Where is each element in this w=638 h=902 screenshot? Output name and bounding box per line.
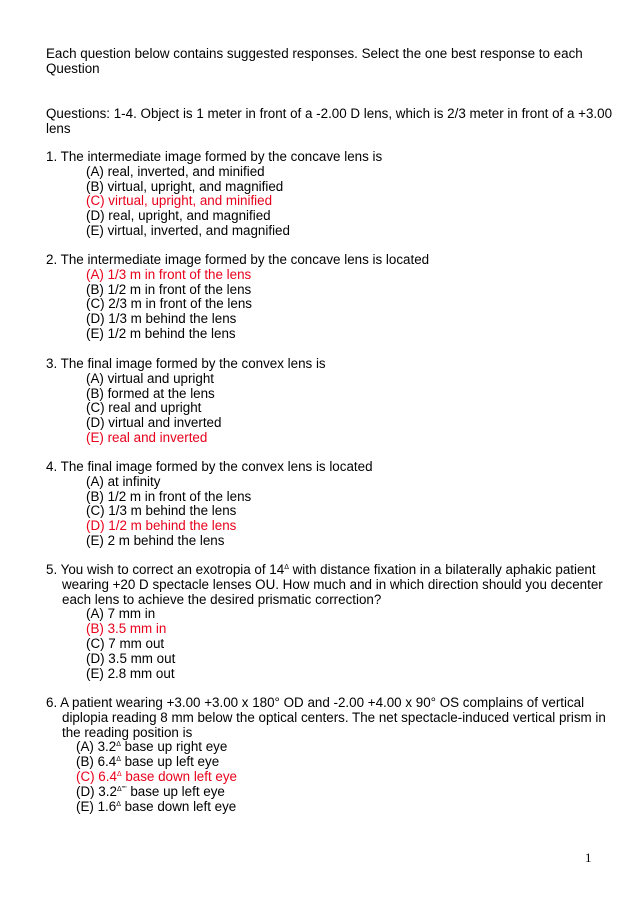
question-4 bbox=[46, 460, 373, 549]
option-text: (C) 2/3 m in front of the lens bbox=[86, 296, 252, 312]
option-item bbox=[46, 268, 429, 283]
option-text: (D) real, upright, and magnified bbox=[86, 208, 271, 224]
option-text-tail: base up left eye bbox=[126, 783, 225, 799]
instructions bbox=[46, 46, 583, 76]
question-2 bbox=[46, 253, 429, 342]
option-text: (A) 3.2 bbox=[76, 739, 117, 755]
question-6-stem-line-3: the reading position is bbox=[62, 724, 193, 740]
option-item bbox=[46, 180, 382, 195]
question-6-stem-line-2: diplopia reading 8 mm below the optical centers. The net spectacle-induced vertical prism in bbox=[62, 709, 606, 725]
option-text: (A) virtual and upright bbox=[86, 370, 215, 386]
option-item bbox=[46, 431, 326, 446]
prism-diopter-symbol: Δ"" bbox=[116, 785, 127, 793]
option-item bbox=[46, 770, 606, 785]
option-item bbox=[46, 755, 606, 770]
option-text-tail: base down left eye bbox=[121, 768, 238, 784]
option-item bbox=[46, 312, 429, 327]
option-text: (E) 1/2 m behind the lens bbox=[86, 325, 236, 341]
option-text-tail: base up left eye bbox=[120, 754, 220, 770]
option-item bbox=[46, 519, 373, 534]
option-text-tail: base down left eye bbox=[120, 798, 237, 814]
option-item bbox=[46, 209, 382, 224]
question-3-stem: 3. The final image formed by the convex lens is bbox=[46, 356, 326, 371]
question-2-stem: 2. The intermediate image formed by the concave lens is located bbox=[46, 252, 430, 267]
question-3-options bbox=[46, 372, 326, 446]
option-text: (C) 1/3 m behind the lens bbox=[86, 503, 237, 519]
option-item bbox=[46, 416, 326, 431]
option-item bbox=[46, 652, 603, 667]
option-text: (B) virtual, upright, and magnified bbox=[86, 178, 284, 194]
option-text: (E) virtual, inverted, and magnified bbox=[86, 222, 290, 238]
option-text: (B) 1/2 m in front of the lens bbox=[86, 281, 252, 297]
prism-diopter-symbol: Δ bbox=[116, 770, 122, 778]
option-text: (E) 2 m behind the lens bbox=[86, 532, 225, 548]
question-1 bbox=[46, 150, 382, 239]
option-text: (C) real and upright bbox=[86, 400, 202, 416]
option-text: (E) real and inverted bbox=[86, 429, 208, 445]
question-2-options bbox=[46, 268, 429, 342]
scenario-text bbox=[46, 106, 612, 136]
option-text: (D) 3.2 bbox=[76, 783, 117, 799]
option-item bbox=[46, 387, 326, 402]
option-item bbox=[46, 800, 606, 815]
option-text: (A) at infinity bbox=[86, 473, 161, 489]
question-5 bbox=[46, 563, 603, 681]
option-text: (A) real, inverted, and minified bbox=[86, 163, 265, 179]
option-item bbox=[46, 327, 429, 342]
option-text: (C) 7 mm out bbox=[86, 635, 165, 651]
option-item bbox=[46, 475, 373, 490]
option-text: (B) formed at the lens bbox=[86, 385, 215, 401]
option-item bbox=[46, 297, 429, 312]
option-item bbox=[46, 283, 429, 298]
question-4-options bbox=[46, 475, 373, 549]
question-5-stem-line-3: each lens to achieve the desired prismatic correction? bbox=[62, 591, 382, 607]
option-item bbox=[46, 372, 326, 387]
option-text: (D) 1/2 m behind the lens bbox=[86, 518, 237, 534]
question-6 bbox=[46, 696, 606, 814]
option-item bbox=[46, 740, 606, 755]
option-text: (E) 2.8 mm out bbox=[86, 665, 175, 681]
option-text: (E) 1.6 bbox=[76, 798, 117, 814]
instructions-line-1: Each question below contains suggested responses. Select the one best response to each bbox=[46, 46, 583, 61]
option-text: (A) 7 mm in bbox=[86, 606, 156, 622]
option-text: (A) 1/3 m in front of the lens bbox=[86, 266, 252, 282]
option-item bbox=[46, 622, 603, 637]
option-item bbox=[46, 224, 382, 239]
option-item bbox=[46, 194, 382, 209]
option-text-tail: base up right eye bbox=[120, 739, 228, 755]
option-item bbox=[46, 667, 603, 682]
option-item bbox=[46, 490, 373, 505]
question-5-stem-line-1: 5. You wish to correct an exotropia of $14^\Delta$ with distance fixation in a bilaterally aphakic patient bbox=[46, 562, 596, 577]
scenario-line-2: lens bbox=[46, 121, 71, 136]
question-1-stem: 1. The intermediate image formed by the concave lens is bbox=[46, 149, 383, 164]
option-item bbox=[46, 534, 373, 549]
option-text: (C) virtual, upright, and minified bbox=[86, 193, 273, 209]
option-item bbox=[46, 637, 603, 652]
option-text: (D) 1/3 m behind the lens bbox=[86, 311, 237, 327]
option-text: (D) 3.5 mm out bbox=[86, 650, 176, 666]
option-item bbox=[46, 401, 326, 416]
prism-diopter-symbol: Δ bbox=[116, 756, 121, 764]
question-6-options bbox=[46, 740, 606, 814]
option-text: (B) 1/2 m in front of the lens bbox=[86, 488, 252, 504]
page-number: 1 bbox=[585, 850, 592, 865]
question-4-stem: 4. The final image formed by the convex lens is located bbox=[46, 459, 373, 474]
question-5-stem-line-2: wearing +20 D spectacle lenses OU. How much and in which direction should you decenter bbox=[62, 576, 603, 592]
option-text: (D) virtual and inverted bbox=[86, 415, 222, 431]
option-item bbox=[46, 607, 603, 622]
question-6-stem-line-1: 6. A patient wearing +3.00 +3.00 x 180° OD and -2.00 +4.00 x 90° OS complains of vertical bbox=[46, 695, 585, 710]
option-item bbox=[46, 165, 382, 180]
prism-diopter-symbol: Δ bbox=[284, 564, 289, 571]
prism-diopter-symbol: Δ bbox=[116, 741, 121, 749]
scenario-line-1: Questions: 1-4. Object is 1 meter in front of a -2.00 D lens, which is 2/3 meter in front of a +3.00 bbox=[46, 106, 613, 121]
question-1-options bbox=[46, 165, 382, 239]
option-text: (B) 3.5 mm in bbox=[86, 621, 167, 637]
option-text: (C) 6.4 bbox=[76, 768, 117, 784]
prism-diopter-symbol: Δ bbox=[116, 800, 121, 808]
option-text: (B) 6.4 bbox=[76, 754, 117, 770]
question-3 bbox=[46, 357, 326, 446]
option-item bbox=[46, 504, 373, 519]
option-item bbox=[46, 785, 606, 800]
instructions-line-2: Question bbox=[46, 61, 100, 76]
question-5-options bbox=[46, 607, 603, 681]
